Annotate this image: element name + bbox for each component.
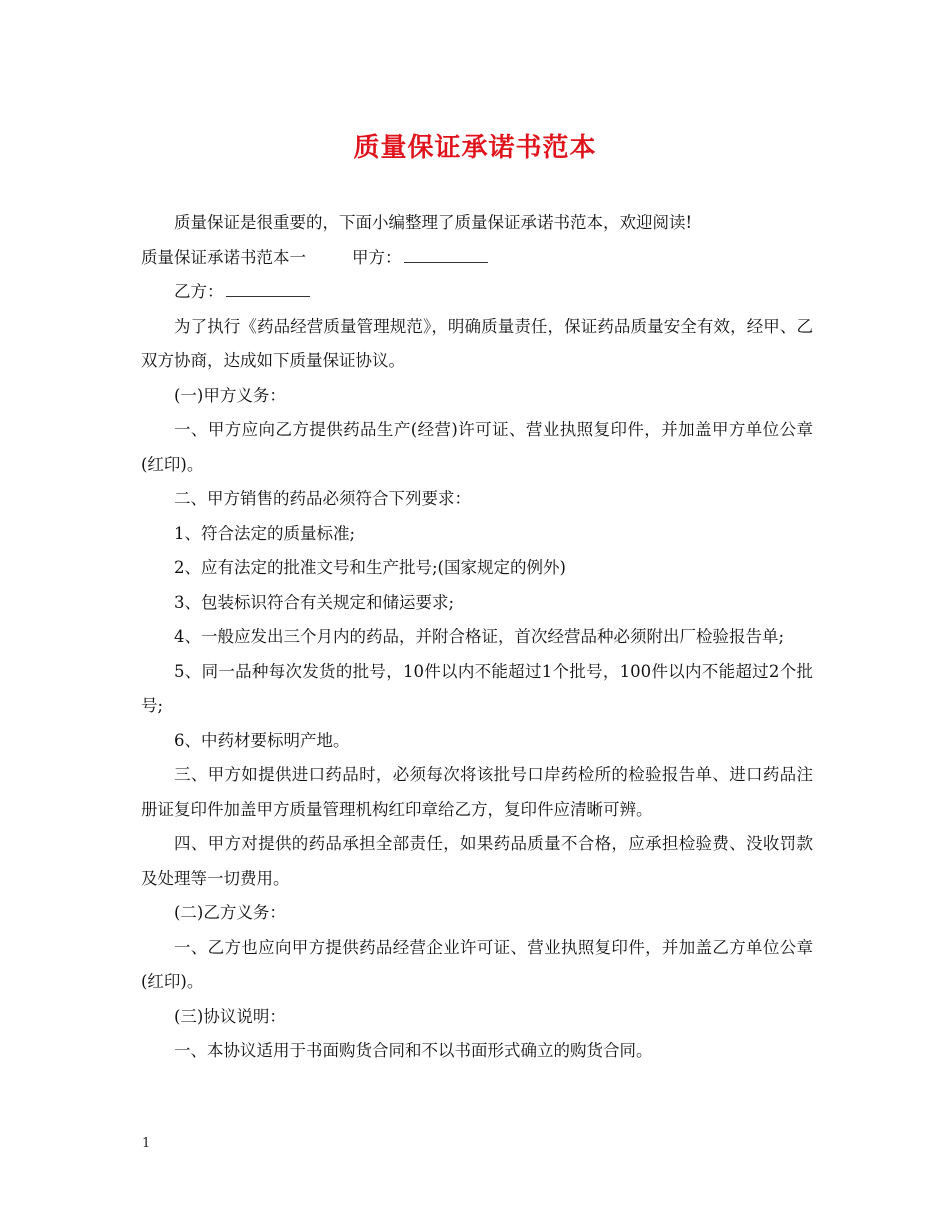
list-item: 5、同一品种每次发货的批号，10件以内不能超过1个批号，100件以内不能超过2个批号; — [141, 661, 813, 715]
party-b-line — [141, 275, 813, 310]
list-item: 6、中药材要标明产地。 — [174, 730, 350, 750]
list-item: 1、符合法定的质量标准; — [174, 523, 356, 543]
paragraph: 四、甲方对提供的药品承担全部责任，如果药品质量不合格，应承担检验费、没收罚款及处理等一切费用。 — [141, 834, 813, 888]
party-a-label: 甲方： — [352, 247, 402, 267]
section-heading: (三)协议说明： — [174, 1006, 286, 1026]
paragraph: 二、甲方销售的药品必须符合下列要求： — [174, 489, 471, 508]
paragraph: 一、乙方也应向甲方提供药品经营企业许可证、营业执照复印件，并加盖乙方单位公章(红印)。 — [141, 937, 813, 991]
paragraph: 为了执行《药品经营质量管理规范》，明确质量责任，保证药品质量安全有效，经甲、乙双方协商，达成如下质量保证协议。 — [141, 316, 813, 370]
party-a-blank — [404, 244, 488, 263]
page-number: 1 — [142, 1136, 151, 1151]
list-item: 4、一般应发出三个月内的药品，并附合格证，首次经营品种必须附出厂检验报告单; — [174, 627, 785, 646]
intro-paragraph: 质量保证是很重要的，下面小编整理了质量保证承诺书范本，欢迎阅读! — [174, 213, 693, 232]
section-one-title: 质量保证承诺书范本一 — [141, 247, 306, 267]
paragraph: 一、本协议适用于书面购货合同和不以书面形式确立的购货合同。 — [174, 1041, 653, 1060]
document-body — [141, 206, 813, 1069]
paragraph: 三、甲方如提供进口药品时，必须每次将该批号口岸药检所的检验报告单、进口药品注册证复印件加盖甲方质量管理机构红印章给乙方，复印件应清晰可辨。 — [141, 765, 813, 819]
party-b-blank — [226, 278, 310, 297]
section-heading: (二)乙方义务： — [174, 903, 286, 922]
document-title: 质量保证承诺书范本 — [353, 133, 597, 163]
party-a-line — [141, 241, 813, 276]
party-b-label: 乙方： — [174, 282, 224, 301]
section-heading: (一)甲方义务： — [174, 385, 286, 405]
list-item: 3、包装标识符合有关规定和储运要求; — [174, 592, 455, 612]
list-item: 2、应有法定的批准文号和生产批号;(国家规定的例外) — [174, 558, 566, 577]
paragraph: 一、甲方应向乙方提供药品生产(经营)许可证、营业执照复印件，并加盖甲方单位公章(红印)。 — [141, 420, 813, 474]
